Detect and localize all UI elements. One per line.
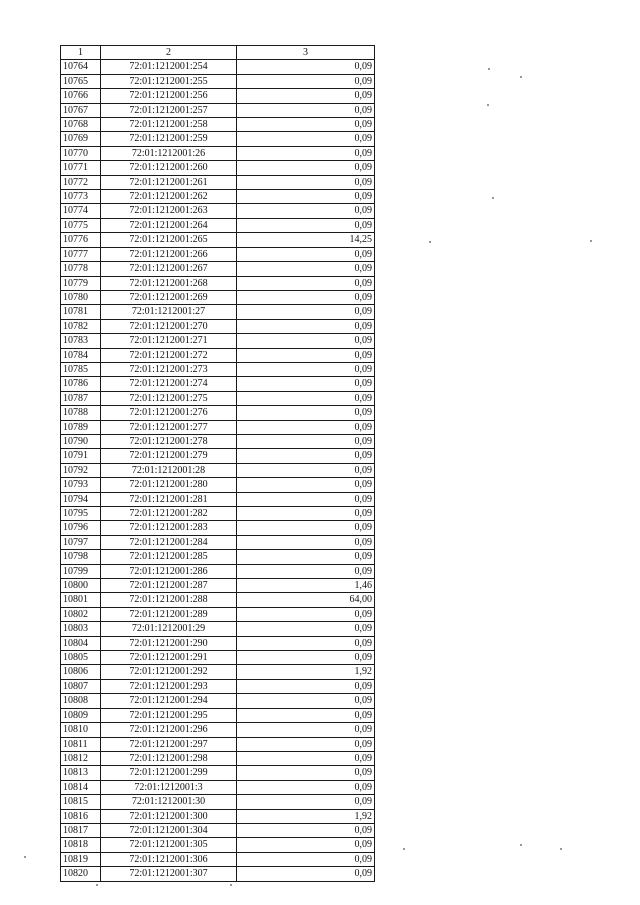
- cadastral-number-cell: 72:01:1212001:306: [101, 852, 237, 866]
- row-number-cell: 10812: [61, 751, 101, 765]
- cadastral-number-cell: 72:01:1212001:293: [101, 679, 237, 693]
- area-value-cell: 0,09: [237, 290, 375, 304]
- cadastral-number-cell: 72:01:1212001:271: [101, 334, 237, 348]
- area-value-cell: 0,09: [237, 103, 375, 117]
- table-row: [61, 103, 375, 117]
- area-value-cell: 0,09: [237, 218, 375, 232]
- area-value-cell: 0,09: [237, 132, 375, 146]
- area-value-cell: 0,09: [237, 679, 375, 693]
- table-row: [61, 766, 375, 780]
- cadastral-number-cell: 72:01:1212001:29: [101, 622, 237, 636]
- area-value-cell: 0,09: [237, 319, 375, 333]
- area-value-cell: 0,09: [237, 262, 375, 276]
- row-number-cell: 10776: [61, 233, 101, 247]
- table-row: [61, 233, 375, 247]
- cadastral-number-cell: 72:01:1212001:286: [101, 564, 237, 578]
- table-row: [61, 708, 375, 722]
- area-value-cell: 0,09: [237, 492, 375, 506]
- row-number-cell: 10765: [61, 74, 101, 88]
- row-number-cell: 10818: [61, 838, 101, 852]
- area-value-cell: 0,09: [237, 348, 375, 362]
- row-number-cell: 10819: [61, 852, 101, 866]
- row-number-cell: 10786: [61, 377, 101, 391]
- area-value-cell: 0,09: [237, 449, 375, 463]
- table-row: [61, 492, 375, 506]
- scan-speck: [590, 240, 592, 242]
- row-number-cell: 10791: [61, 449, 101, 463]
- table-row: [61, 535, 375, 549]
- row-number-cell: 10771: [61, 161, 101, 175]
- cadastral-number-cell: 72:01:1212001:283: [101, 521, 237, 535]
- table-row: [61, 607, 375, 621]
- table-row: [61, 290, 375, 304]
- area-value-cell: 0,09: [237, 89, 375, 103]
- row-number-cell: 10802: [61, 607, 101, 621]
- table-row: [61, 751, 375, 765]
- row-number-cell: 10769: [61, 132, 101, 146]
- area-value-cell: 0,09: [237, 507, 375, 521]
- row-number-cell: 10764: [61, 60, 101, 74]
- cadastral-number-cell: 72:01:1212001:254: [101, 60, 237, 74]
- row-number-cell: 10810: [61, 723, 101, 737]
- table-row: [61, 391, 375, 405]
- cadastral-number-cell: 72:01:1212001:3: [101, 780, 237, 794]
- row-number-cell: 10781: [61, 305, 101, 319]
- table-row: [61, 406, 375, 420]
- row-number-cell: 10817: [61, 823, 101, 837]
- table-row: [61, 651, 375, 665]
- table-row: [61, 204, 375, 218]
- row-number-cell: 10799: [61, 564, 101, 578]
- area-value-cell: 0,09: [237, 74, 375, 88]
- area-value-cell: 0,09: [237, 377, 375, 391]
- row-number-cell: 10790: [61, 434, 101, 448]
- area-value-cell: 0,09: [237, 622, 375, 636]
- area-value-cell: 0,09: [237, 204, 375, 218]
- row-number-cell: 10767: [61, 103, 101, 117]
- row-number-cell: 10789: [61, 420, 101, 434]
- area-value-cell: 0,09: [237, 391, 375, 405]
- area-value-cell: 0,09: [237, 247, 375, 261]
- area-value-cell: 0,09: [237, 651, 375, 665]
- area-value-cell: 0,09: [237, 766, 375, 780]
- scan-speck: [560, 848, 562, 850]
- area-value-cell: 0,09: [237, 838, 375, 852]
- table-row: [61, 679, 375, 693]
- cadastral-number-cell: 72:01:1212001:258: [101, 118, 237, 132]
- row-number-cell: 10793: [61, 478, 101, 492]
- area-value-cell: 0,09: [237, 867, 375, 881]
- scan-speck: [520, 844, 522, 846]
- table-row: [61, 780, 375, 794]
- table-row: [61, 579, 375, 593]
- area-value-cell: 0,09: [237, 175, 375, 189]
- cadastral-number-cell: 72:01:1212001:255: [101, 74, 237, 88]
- area-value-cell: 0,09: [237, 478, 375, 492]
- area-value-cell: 0,09: [237, 751, 375, 765]
- cadastral-number-cell: 72:01:1212001:259: [101, 132, 237, 146]
- table-row: [61, 434, 375, 448]
- area-value-cell: 0,09: [237, 564, 375, 578]
- cadastral-number-cell: 72:01:1212001:266: [101, 247, 237, 261]
- cadastral-number-cell: 72:01:1212001:274: [101, 377, 237, 391]
- table-row: [61, 118, 375, 132]
- cadastral-number-cell: 72:01:1212001:284: [101, 535, 237, 549]
- table-row: [61, 348, 375, 362]
- cadastral-number-cell: 72:01:1212001:295: [101, 708, 237, 722]
- cadastral-number-cell: 72:01:1212001:305: [101, 838, 237, 852]
- row-number-cell: 10766: [61, 89, 101, 103]
- table-row: [61, 478, 375, 492]
- cadastral-number-cell: 72:01:1212001:28: [101, 463, 237, 477]
- row-number-cell: 10808: [61, 694, 101, 708]
- row-number-cell: 10777: [61, 247, 101, 261]
- row-number-cell: 10772: [61, 175, 101, 189]
- table-row: [61, 665, 375, 679]
- row-number-cell: 10800: [61, 579, 101, 593]
- table-row: [61, 622, 375, 636]
- cadastral-number-cell: 72:01:1212001:276: [101, 406, 237, 420]
- table-row: [61, 319, 375, 333]
- cadastral-number-cell: 72:01:1212001:257: [101, 103, 237, 117]
- table-row: [61, 809, 375, 823]
- area-value-cell: 1,92: [237, 665, 375, 679]
- row-number-cell: 10820: [61, 867, 101, 881]
- row-number-cell: 10775: [61, 218, 101, 232]
- table-row: [61, 838, 375, 852]
- cadastral-number-cell: 72:01:1212001:270: [101, 319, 237, 333]
- table-row: [61, 507, 375, 521]
- area-value-cell: 0,09: [237, 420, 375, 434]
- row-number-cell: 10798: [61, 550, 101, 564]
- row-number-cell: 10787: [61, 391, 101, 405]
- row-number-cell: 10779: [61, 276, 101, 290]
- cadastral-number-cell: 72:01:1212001:285: [101, 550, 237, 564]
- table-row: [61, 564, 375, 578]
- row-number-cell: 10807: [61, 679, 101, 693]
- scan-speck: [24, 856, 26, 858]
- table-row: [61, 550, 375, 564]
- row-number-cell: 10784: [61, 348, 101, 362]
- row-number-cell: 10816: [61, 809, 101, 823]
- area-value-cell: 0,09: [237, 146, 375, 160]
- area-value-cell: 0,09: [237, 276, 375, 290]
- area-value-cell: 0,09: [237, 535, 375, 549]
- cadastral-number-cell: 72:01:1212001:291: [101, 651, 237, 665]
- cadastral-number-cell: 72:01:1212001:296: [101, 723, 237, 737]
- cadastral-number-cell: 72:01:1212001:278: [101, 434, 237, 448]
- cadastral-number-cell: 72:01:1212001:275: [101, 391, 237, 405]
- area-value-cell: 0,09: [237, 305, 375, 319]
- area-value-cell: 0,09: [237, 190, 375, 204]
- row-number-cell: 10768: [61, 118, 101, 132]
- table-row: [61, 449, 375, 463]
- row-number-cell: 10770: [61, 146, 101, 160]
- table-row: [61, 132, 375, 146]
- area-value-cell: 0,09: [237, 636, 375, 650]
- cadastral-number-cell: 72:01:1212001:30: [101, 795, 237, 809]
- table-row: [61, 161, 375, 175]
- cadastral-number-cell: 72:01:1212001:260: [101, 161, 237, 175]
- table-row: [61, 723, 375, 737]
- row-number-cell: 10774: [61, 204, 101, 218]
- table-row: [61, 420, 375, 434]
- row-number-cell: 10805: [61, 651, 101, 665]
- area-value-cell: 1,46: [237, 579, 375, 593]
- cadastral-number-cell: 72:01:1212001:256: [101, 89, 237, 103]
- scan-speck: [488, 68, 490, 70]
- table-row: [61, 377, 375, 391]
- area-value-cell: 0,09: [237, 795, 375, 809]
- cadastral-number-cell: 72:01:1212001:263: [101, 204, 237, 218]
- row-number-cell: 10778: [61, 262, 101, 276]
- row-number-cell: 10797: [61, 535, 101, 549]
- table-row: [61, 262, 375, 276]
- area-value-cell: 0,09: [237, 463, 375, 477]
- cadastral-number-cell: 72:01:1212001:300: [101, 809, 237, 823]
- area-value-cell: 64,00: [237, 593, 375, 607]
- area-value-cell: 0,09: [237, 60, 375, 74]
- table-row: [61, 694, 375, 708]
- cadastral-number-cell: 72:01:1212001:298: [101, 751, 237, 765]
- cadastral-number-cell: 72:01:1212001:307: [101, 867, 237, 881]
- cadastral-number-cell: 72:01:1212001:281: [101, 492, 237, 506]
- row-number-cell: 10813: [61, 766, 101, 780]
- table-row: [61, 593, 375, 607]
- cadastral-number-cell: 72:01:1212001:262: [101, 190, 237, 204]
- table-body: [61, 60, 375, 881]
- row-number-cell: 10803: [61, 622, 101, 636]
- table-row: [61, 305, 375, 319]
- table-row: [61, 334, 375, 348]
- row-number-cell: 10794: [61, 492, 101, 506]
- row-number-cell: 10811: [61, 737, 101, 751]
- row-number-cell: 10785: [61, 362, 101, 376]
- cadastral-number-cell: 72:01:1212001:282: [101, 507, 237, 521]
- area-value-cell: 14,25: [237, 233, 375, 247]
- table-row: [61, 852, 375, 866]
- table-row: [61, 146, 375, 160]
- cadastral-number-cell: 72:01:1212001:288: [101, 593, 237, 607]
- scan-speck: [492, 197, 494, 199]
- cadastral-number-cell: 72:01:1212001:272: [101, 348, 237, 362]
- scan-speck: [230, 884, 232, 886]
- area-value-cell: 0,09: [237, 607, 375, 621]
- row-number-cell: 10796: [61, 521, 101, 535]
- area-value-cell: 0,09: [237, 708, 375, 722]
- table-row: [61, 190, 375, 204]
- row-number-cell: 10809: [61, 708, 101, 722]
- area-value-cell: 0,09: [237, 852, 375, 866]
- area-value-cell: 0,09: [237, 823, 375, 837]
- table-row: [61, 218, 375, 232]
- cadastral-number-cell: 72:01:1212001:269: [101, 290, 237, 304]
- scan-speck: [96, 884, 98, 886]
- area-value-cell: 0,09: [237, 550, 375, 564]
- cadastral-number-cell: 72:01:1212001:289: [101, 607, 237, 621]
- row-number-cell: 10815: [61, 795, 101, 809]
- row-number-cell: 10814: [61, 780, 101, 794]
- table-row: [61, 737, 375, 751]
- cadastral-number-cell: 72:01:1212001:26: [101, 146, 237, 160]
- row-number-cell: 10780: [61, 290, 101, 304]
- area-value-cell: 1,92: [237, 809, 375, 823]
- area-value-cell: 0,09: [237, 521, 375, 535]
- cadastral-number-cell: 72:01:1212001:280: [101, 478, 237, 492]
- column-header-2: 2: [101, 46, 237, 60]
- area-value-cell: 0,09: [237, 334, 375, 348]
- table-row: [61, 89, 375, 103]
- cadastral-number-cell: 72:01:1212001:290: [101, 636, 237, 650]
- area-value-cell: 0,09: [237, 723, 375, 737]
- row-number-cell: 10806: [61, 665, 101, 679]
- area-value-cell: 0,09: [237, 362, 375, 376]
- column-header-1: 1: [61, 46, 101, 60]
- scan-speck: [487, 104, 489, 106]
- scan-speck: [520, 76, 522, 78]
- cadastral-number-cell: 72:01:1212001:292: [101, 665, 237, 679]
- table-row: [61, 463, 375, 477]
- cadastral-number-cell: 72:01:1212001:265: [101, 233, 237, 247]
- cadastral-number-cell: 72:01:1212001:267: [101, 262, 237, 276]
- cadastral-number-cell: 72:01:1212001:264: [101, 218, 237, 232]
- row-number-cell: 10801: [61, 593, 101, 607]
- cadastral-number-cell: 72:01:1212001:304: [101, 823, 237, 837]
- area-value-cell: 0,09: [237, 694, 375, 708]
- cadastral-number-cell: 72:01:1212001:287: [101, 579, 237, 593]
- table-row: [61, 521, 375, 535]
- area-value-cell: 0,09: [237, 118, 375, 132]
- cadastral-number-cell: 72:01:1212001:299: [101, 766, 237, 780]
- scan-speck: [403, 848, 405, 850]
- cadastral-number-cell: 72:01:1212001:297: [101, 737, 237, 751]
- header-row: [61, 46, 375, 60]
- cadastral-number-cell: 72:01:1212001:294: [101, 694, 237, 708]
- row-number-cell: 10782: [61, 319, 101, 333]
- column-header-3: 3: [237, 46, 375, 60]
- row-number-cell: 10783: [61, 334, 101, 348]
- table-row: [61, 60, 375, 74]
- area-value-cell: 0,09: [237, 161, 375, 175]
- cadastral-table: [60, 45, 375, 882]
- table-row: [61, 74, 375, 88]
- table-row: [61, 636, 375, 650]
- row-number-cell: 10792: [61, 463, 101, 477]
- table-row: [61, 823, 375, 837]
- table-row: [61, 362, 375, 376]
- area-value-cell: 0,09: [237, 737, 375, 751]
- table-row: [61, 247, 375, 261]
- row-number-cell: 10795: [61, 507, 101, 521]
- table-row: [61, 867, 375, 881]
- cadastral-number-cell: 72:01:1212001:273: [101, 362, 237, 376]
- scanned-table-container: [60, 45, 374, 882]
- table-row: [61, 175, 375, 189]
- cadastral-number-cell: 72:01:1212001:279: [101, 449, 237, 463]
- area-value-cell: 0,09: [237, 434, 375, 448]
- row-number-cell: 10773: [61, 190, 101, 204]
- cadastral-number-cell: 72:01:1212001:27: [101, 305, 237, 319]
- cadastral-number-cell: 72:01:1212001:277: [101, 420, 237, 434]
- cadastral-number-cell: 72:01:1212001:261: [101, 175, 237, 189]
- cadastral-number-cell: 72:01:1212001:268: [101, 276, 237, 290]
- row-number-cell: 10804: [61, 636, 101, 650]
- table-row: [61, 795, 375, 809]
- area-value-cell: 0,09: [237, 406, 375, 420]
- table-row: [61, 276, 375, 290]
- scan-speck: [429, 241, 431, 243]
- row-number-cell: 10788: [61, 406, 101, 420]
- area-value-cell: 0,09: [237, 780, 375, 794]
